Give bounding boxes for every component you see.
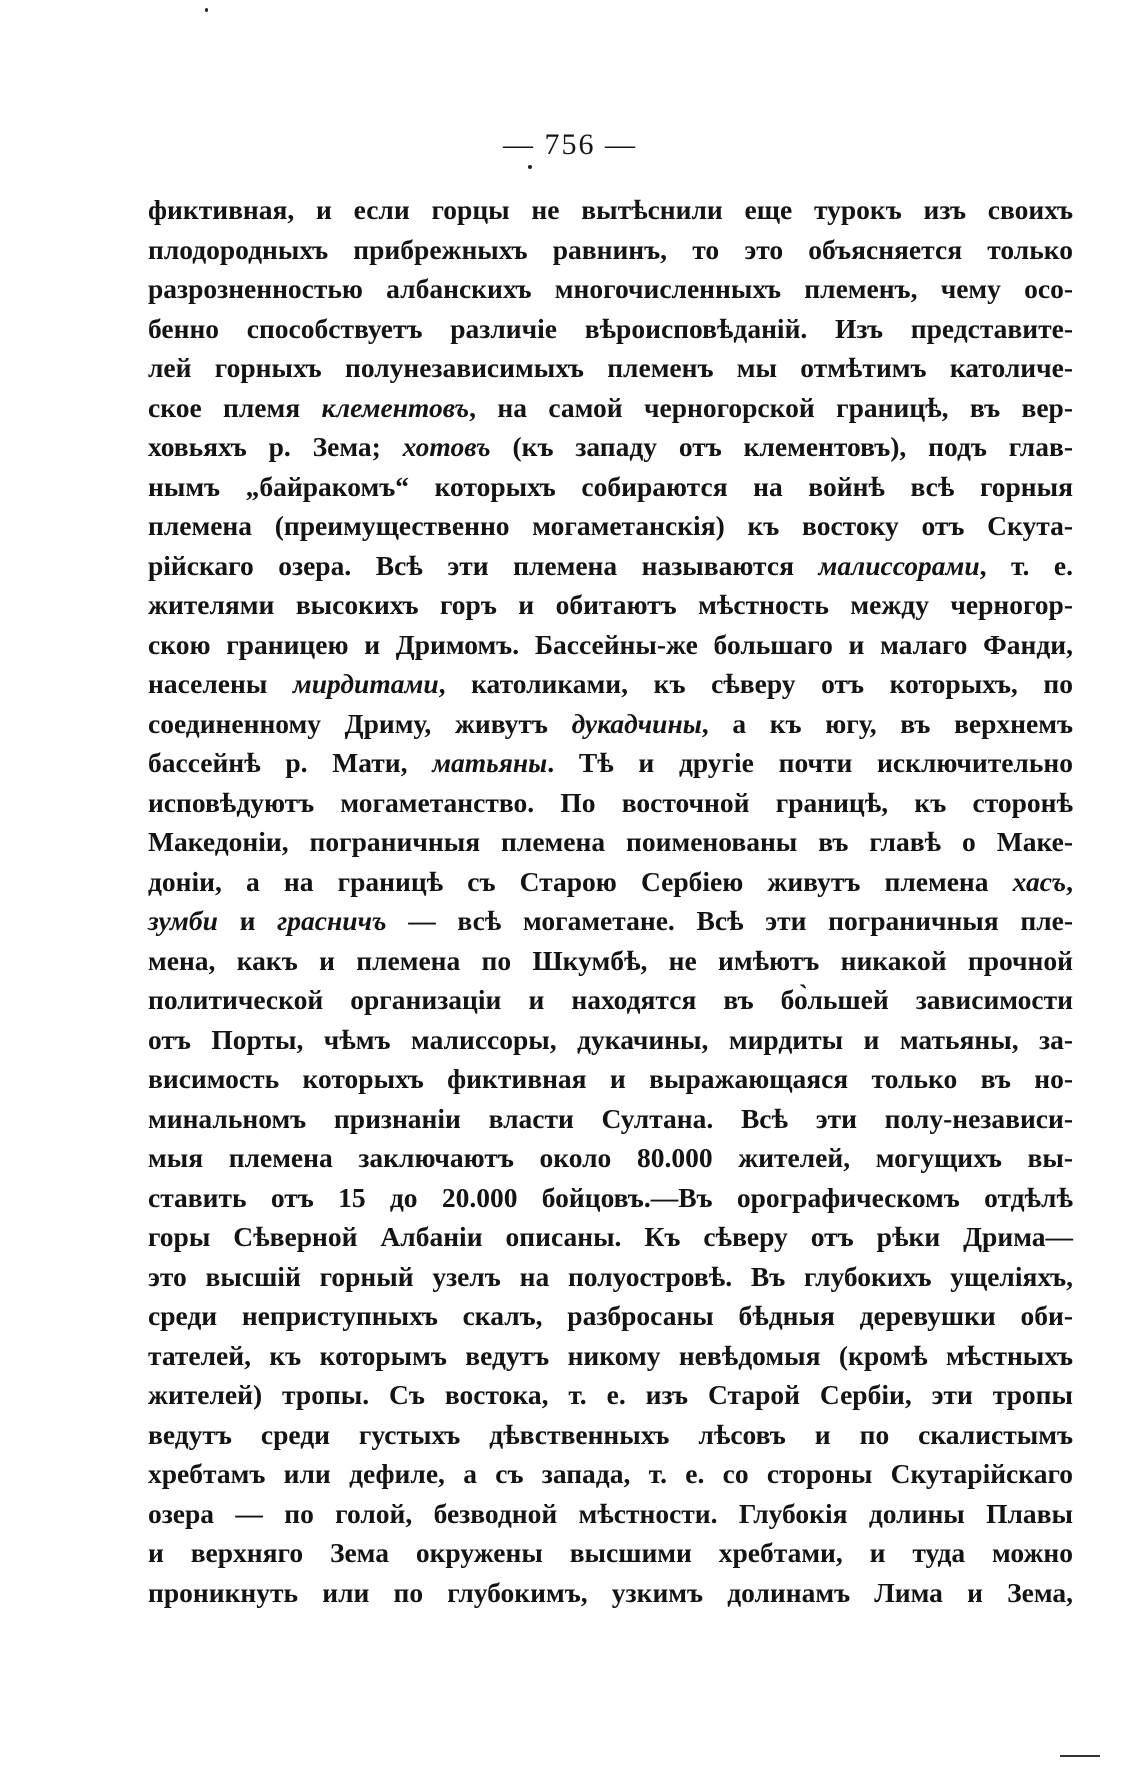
page-edge-mark: [1060, 1755, 1100, 1757]
text-segment: фиктивная, и если горцы не вытѣснили еще турокъ изъ своихъ: [148, 194, 1073, 225]
text-segment: населены: [148, 668, 293, 699]
text-line: [148, 862, 1073, 902]
text-segment: рійскаго озера. Всѣ эти племена называются: [148, 549, 819, 581]
text-line: [148, 1020, 1073, 1060]
text-line: [148, 309, 1073, 349]
text-segment: Македоніи, пограничныя племена поименованы въ главѣ о Маке-: [148, 826, 1073, 857]
text-segment: ставить отъ 15 до 20.000 бойцовъ.—Въ орографическомъ отдѣлѣ: [148, 1181, 1073, 1213]
text-line: [148, 704, 1073, 744]
text-line: [148, 1257, 1073, 1297]
text-segment: и: [217, 905, 278, 936]
text-segment: исповѣдуютъ могаметанство. По восточной границѣ, къ сторонѣ: [148, 786, 1073, 818]
text-line: [148, 664, 1073, 704]
text-segment: , т. е.: [979, 549, 1073, 581]
text-segment: мена, какъ и племена по Шкумбѣ, не имѣютъ никакой прочной: [148, 944, 1073, 976]
text-segment: ское племя: [148, 391, 322, 423]
text-segment: ,: [1066, 865, 1073, 897]
text-segment: жителями высокихъ горъ и обитаютъ мѣстность между черногор-: [148, 589, 1073, 620]
text-segment: лей горныхъ полунезависимыхъ племенъ мы отмѣтимъ католиче-: [148, 352, 1073, 383]
text-line: [148, 980, 1073, 1020]
text-line: [148, 269, 1073, 309]
text-segment: ведутъ среди густыхъ дѣвственныхъ лѣсовъ и по скалистымъ: [148, 1418, 1073, 1450]
text-segment: жителей) тропы. Съ востока, т. е. изъ Старой Сербіи, эти тропы: [148, 1379, 1073, 1410]
text-line: [148, 1099, 1073, 1139]
text-segment: мыя племена заключаютъ около 80.000 жителей, могущихъ вы-: [148, 1142, 1073, 1173]
text-segment: (къ западу отъ клементовъ), подъ глав-: [490, 431, 1073, 462]
italic-term: клементовъ: [321, 391, 470, 423]
print-speck: [528, 165, 532, 169]
italic-term: малиссорами: [818, 549, 980, 581]
text-line: [148, 1454, 1073, 1494]
text-segment: — всѣ могаметане. Всѣ эти пограничныя пле-: [386, 905, 1073, 936]
text-segment: плодородныхъ прибрежныхъ равнинъ, то это объясняется только: [148, 233, 1073, 265]
text-line: [148, 467, 1073, 507]
text-segment: висимость которыхъ фиктивная и выражающаяся только въ но-: [148, 1063, 1073, 1094]
text-line: [148, 1533, 1073, 1573]
text-line: [148, 388, 1073, 428]
text-segment: соединенному Дриму, живутъ: [148, 707, 572, 739]
text-segment: , на самой черногорской границѣ, въ вер-: [469, 391, 1073, 423]
text-line: [148, 1296, 1073, 1336]
text-line: [148, 1138, 1073, 1178]
text-segment: нымъ „байракомъ“ которыхъ собираются на войнѣ всѣ горныя: [148, 470, 1073, 502]
text-line: [148, 427, 1073, 467]
text-segment: политической организаціи и находятся въ бо̀льшей зависимости: [148, 984, 1073, 1015]
italic-term: мирдитами: [292, 668, 439, 699]
print-speck: [205, 8, 208, 12]
text-segment: минальномъ признаніи власти Султана. Всѣ эти полу-независи-: [148, 1102, 1073, 1134]
text-segment: хребтамъ или дефиле, а съ запада, т. е. со стороны Скутарійскаго: [148, 1458, 1073, 1489]
italic-term: хасъ: [1012, 865, 1067, 897]
text-line: [148, 625, 1073, 665]
text-segment: тателей, къ которымъ ведутъ никому невѣдомыя (кромѣ мѣстныхъ: [148, 1339, 1073, 1371]
text-segment: . Тѣ и другіе почти исключительно: [547, 747, 1073, 778]
text-line: [148, 783, 1073, 823]
page-number: — 756 —: [503, 128, 637, 161]
text-line: [148, 1336, 1073, 1376]
text-line: [148, 1375, 1073, 1415]
italic-term: грасничъ: [277, 905, 387, 936]
text-line: [148, 822, 1073, 862]
text-segment: озера — по голой, безводной мѣстности. Глубокія долины Плавы: [148, 1497, 1073, 1529]
text-segment: скою границею и Дримомъ. Бассейны-же большаго и малаго Фанди,: [148, 628, 1073, 660]
italic-term: зумби: [148, 905, 218, 936]
text-segment: бенно способствуетъ различіе вѣроисповѣданій. Изъ представите-: [148, 312, 1073, 344]
text-line: [148, 1059, 1073, 1099]
text-segment: , католиками, къ сѣверу отъ которыхъ, по: [438, 668, 1073, 699]
text-segment: проникнуть или по глубокимъ, узкимъ долинамъ Лима и Зема,: [148, 1576, 1073, 1608]
text-segment: горы Сѣверной Албаніи описаны. Къ сѣверу отъ рѣки Дрима—: [148, 1221, 1073, 1252]
text-segment: и верхняго Зема окружены высшими хребтами, и туда можно: [148, 1537, 1073, 1568]
body-text: [148, 190, 1073, 1612]
text-segment: среди неприступныхъ скалъ, разбросаны бѣдныя деревушки оби-: [148, 1300, 1073, 1331]
text-segment: доніи, а на границѣ съ Старою Сербіею живутъ племена: [148, 865, 1013, 897]
text-line: [148, 546, 1073, 586]
text-segment: отъ Порты, чѣмъ малиссоры, дукачины, мирдиты и матьяны, за-: [148, 1023, 1073, 1055]
text-line: [148, 190, 1073, 230]
text-line: [148, 1178, 1073, 1218]
text-line: [148, 1217, 1073, 1257]
text-line: [148, 506, 1073, 546]
text-line: [148, 585, 1073, 625]
text-line: [148, 230, 1073, 270]
text-line: [148, 941, 1073, 981]
text-line: [148, 1494, 1073, 1534]
text-line: [148, 348, 1073, 388]
text-segment: бассейнѣ р. Мати,: [148, 747, 433, 778]
text-segment: ховьяхъ р. Зема;: [148, 431, 403, 462]
text-segment: племена (преимущественно могаметанскія) къ востоку отъ Скута-: [148, 510, 1073, 541]
italic-term: матьяны: [432, 747, 548, 778]
text-segment: разрозненностью албанскихъ многочисленныхъ племенъ, чему осо-: [148, 273, 1073, 304]
text-segment: это высшій горный узелъ на полуостровѣ. Въ глубокихъ ущеліяхъ,: [148, 1260, 1073, 1292]
text-line: [148, 1573, 1073, 1613]
italic-term: хотовъ: [402, 431, 491, 462]
text-line: [148, 743, 1073, 783]
text-line: [148, 1415, 1073, 1455]
italic-term: дукадчины: [571, 707, 702, 739]
text-line: [148, 901, 1073, 941]
text-segment: , а къ югу, въ верхнемъ: [701, 707, 1073, 739]
